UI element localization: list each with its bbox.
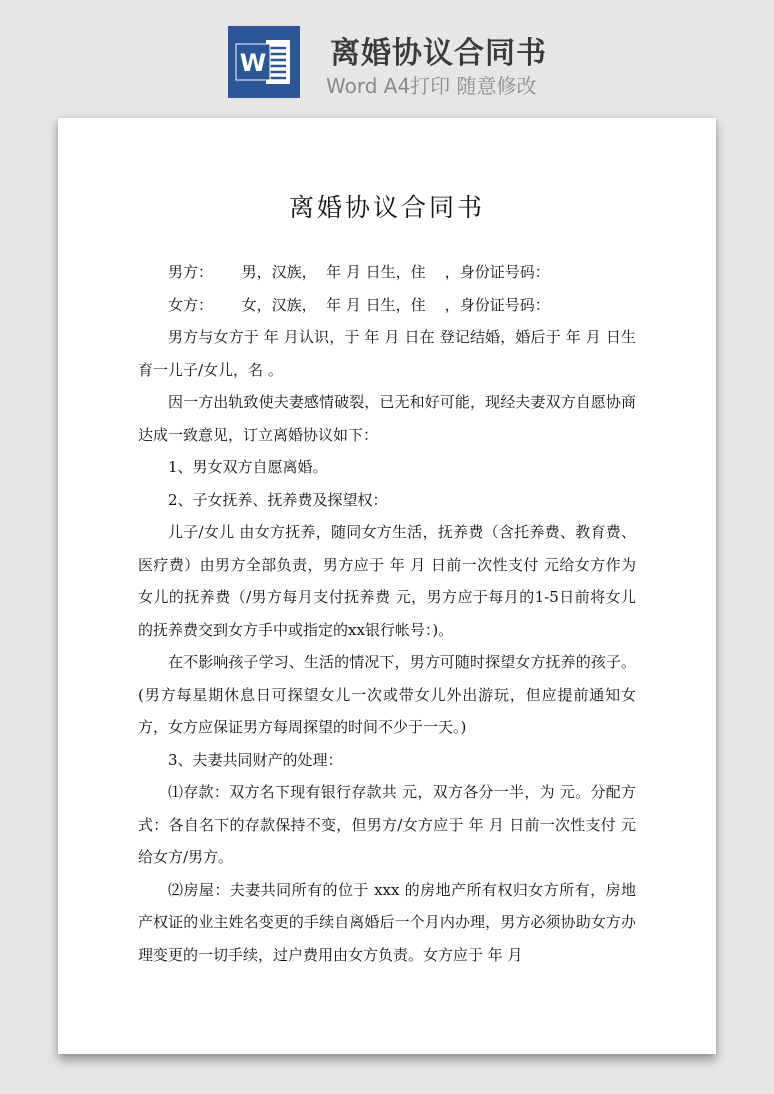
document-page xyxy=(58,118,716,1054)
paragraph: 男方： 男，汉族， 年 月 日生，住 ，身份证号码： xyxy=(168,263,550,281)
banner-subtitle: Word A4打印 随意修改 xyxy=(326,74,537,98)
paragraph: 1、男女双方自愿离婚。 xyxy=(168,458,328,476)
paragraph: 在不影响孩子学习、生活的情况下，男方可随时探望女方抚养的孩子。(男方每星期休息日可探望女儿一次或带女儿外出游玩，但应提前通知女方，女方应保证男方每周探望的时间不少于一天。) xyxy=(138,653,636,736)
paragraph: 因一方出轨致使夫妻感情破裂，已无和好可能，现经夫妻双方自愿协商达成一致意见，订立离婚协议如下： xyxy=(138,393,636,444)
svg-text:W: W xyxy=(239,49,267,77)
paragraph: 女方： 女，汉族， 年 月 日生，住 ，身份证号码： xyxy=(168,295,550,314)
paragraph: 男方与女方于 年 月认识，于 年 月 日在 登记结婚，婚后于 年 月 日生育一儿子/女儿，名 。 xyxy=(138,328,636,379)
paragraph: 儿子/女儿 由女方抚养，随同女方生活，抚养费（含托养费、教育费、医疗费）由男方全部负责，男方应于 年 月 日前一次性支付 元给女方作为女儿的抚养费（/男方每月支付抚养费 元，男方应于每月的1-5日前将女儿的抚养费交到女方手中或指定的xx银行帐号：)。 xyxy=(138,523,636,639)
document-body xyxy=(138,256,636,971)
paragraph: ⑵房屋：夫妻共同所有的位于 xxx 的房地产所有权归女方所有，房地产权证的业主姓名变更的手续自离婚后一个月内办理，男方必须协助女方办理变更的一切手续，过户费用由女方负责。女方应于 年 月 xyxy=(138,880,636,964)
banner-header xyxy=(0,0,774,118)
document-title: 离婚协议合同书 xyxy=(288,193,485,222)
banner-title: 离婚协议合同书 xyxy=(330,36,547,71)
paragraph: 3、夫妻共同财产的处理： xyxy=(168,750,343,769)
word-document-icon xyxy=(228,26,300,98)
paragraph: ⑴存款：双方名下现有银行存款共 元，双方各分一半，为 元。分配方式：各自名下的存款保持不变，但男方/女方应于 年 月 日前一次性支付 元给女方/男方。 xyxy=(138,783,636,866)
paragraph: 2、子女抚养、抚养费及探望权： xyxy=(168,490,388,509)
